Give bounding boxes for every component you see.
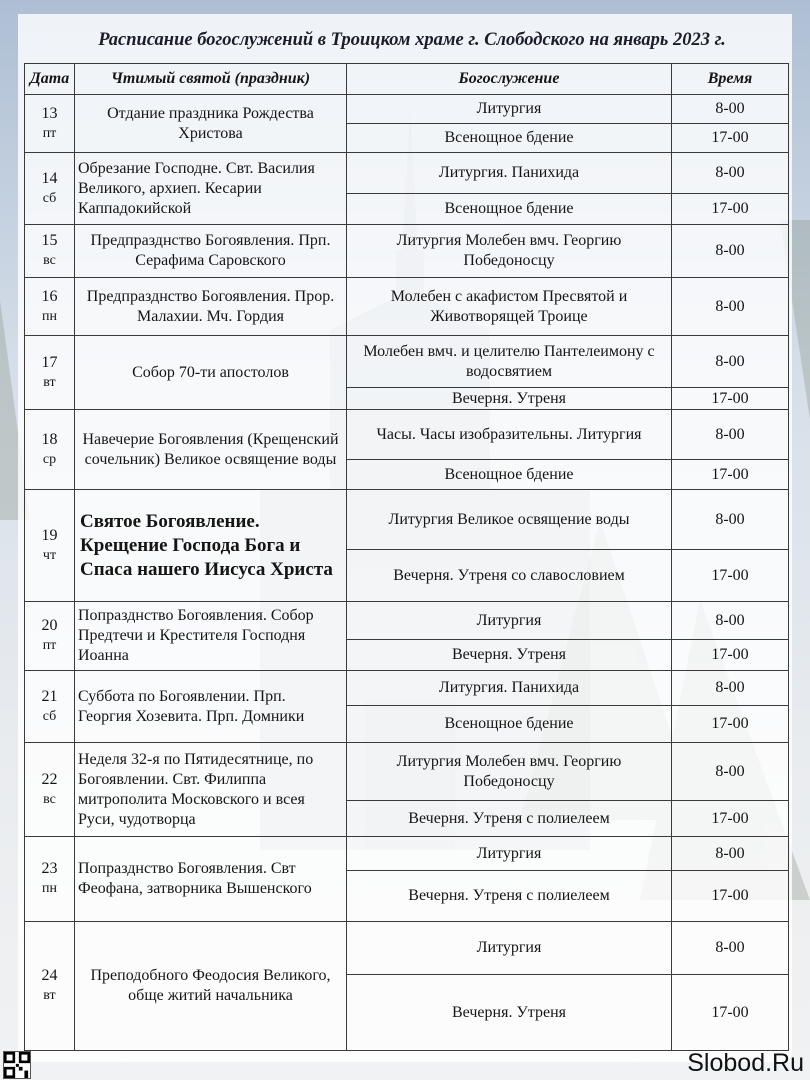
service-cell: Литургия. Панихида: [347, 153, 672, 194]
date-cell: 14 сб: [25, 153, 75, 225]
service-cell: Вечерня. Утреня с полиелеем: [347, 801, 672, 837]
table-row: [25, 837, 789, 871]
time-cell: 8-00: [672, 671, 789, 706]
date-cell: 18 ср: [25, 410, 75, 490]
service-cell: Всенощное бдение: [347, 124, 672, 153]
table-row: [25, 225, 789, 278]
date-cell: 24 вт: [25, 922, 75, 1051]
service-cell: Молебен с акафистом Пресвятой и Животворящей Троице: [347, 278, 672, 336]
watermark-text: Slobod.Ru: [687, 1049, 804, 1077]
table-row: [25, 410, 789, 460]
service-cell: Вечерня. Утреня: [347, 640, 672, 671]
service-cell: Литургия: [347, 837, 672, 871]
time-cell: 17-00: [672, 460, 789, 490]
table-row: [25, 153, 789, 194]
saint-cell: Предпразднство Богоявления. Прор. Малахии. Мч. Гордия: [75, 278, 347, 336]
saint-cell: Попразднство Богоявления. Свт Феофана, затворника Вышенского: [75, 837, 347, 922]
time-cell: 8-00: [672, 153, 789, 194]
date-cell: 15 вс: [25, 225, 75, 278]
date-cell: 17 вт: [25, 336, 75, 410]
time-cell: 17-00: [672, 194, 789, 225]
service-cell: Всенощное бдение: [347, 706, 672, 743]
table-row: [25, 743, 789, 801]
saint-cell: Святое Богоявление. Крещение Господа Бога и Спаса нашего Иисуса Христа: [75, 490, 347, 602]
service-cell: Всенощное бдение: [347, 460, 672, 490]
time-cell: 8-00: [672, 336, 789, 388]
date-cell: 23 пн: [25, 837, 75, 922]
time-cell: 17-00: [672, 124, 789, 153]
schedule-table: [24, 63, 789, 1051]
time-cell: 17-00: [672, 801, 789, 837]
time-cell: 17-00: [672, 706, 789, 743]
service-cell: Вечерня. Утреня со славословием: [347, 550, 672, 602]
date-cell: 21 сб: [25, 671, 75, 743]
service-cell: Часы. Часы изобразительны. Литургия: [347, 410, 672, 460]
service-cell: Вечерня. Утреня: [347, 975, 672, 1051]
time-cell: 8-00: [672, 225, 789, 278]
date-cell: 19 чт: [25, 490, 75, 602]
saint-cell: Предпразднство Богоявления. Прп. Серафима Саровского: [75, 225, 347, 278]
date-cell: 16 пн: [25, 278, 75, 336]
time-cell: 8-00: [672, 837, 789, 871]
time-cell: 8-00: [672, 602, 789, 640]
saint-cell: Отдание праздника Рождества Христова: [75, 95, 347, 153]
saint-cell: Преподобного Феодосия Великого, обще житий начальника: [75, 922, 347, 1051]
time-cell: 8-00: [672, 95, 789, 124]
qr-code-icon: [3, 1051, 31, 1079]
saint-cell: Попразднство Богоявления. Собор Предтечи и Крестителя Господня Иоанна: [75, 602, 347, 671]
service-cell: Вечерня. Утреня с полиелеем: [347, 871, 672, 922]
service-cell: Литургия. Панихида: [347, 671, 672, 706]
date-cell: 20 пт: [25, 602, 75, 671]
saint-cell: Неделя 32-я по Пятидесятнице, по Богоявлении. Свт. Филиппа митрополита Московского и всея Руси, чудотворца: [75, 743, 347, 837]
time-cell: 8-00: [672, 922, 789, 975]
saint-cell: Собор 70-ти апостолов: [75, 336, 347, 410]
time-cell: 17-00: [672, 388, 789, 410]
saint-cell: Суббота по Богоявлении. Прп. Георгия Хозевита. Прп. Домники: [75, 671, 347, 743]
table-row: [25, 922, 789, 975]
header-date: Дата: [25, 64, 75, 95]
date-cell: 13 пт: [25, 95, 75, 153]
service-cell: Всенощное бдение: [347, 194, 672, 225]
service-cell: Литургия Молебен вмч. Георгию Победоносцу: [347, 743, 672, 801]
time-cell: 17-00: [672, 550, 789, 602]
time-cell: 8-00: [672, 490, 789, 550]
table-header-row: [25, 64, 789, 95]
table-row: [25, 95, 789, 124]
service-cell: Литургия: [347, 95, 672, 124]
header-service: Богослужение: [347, 64, 672, 95]
time-cell: 8-00: [672, 410, 789, 460]
time-cell: 17-00: [672, 871, 789, 922]
service-cell: Вечерня. Утреня: [347, 388, 672, 410]
time-cell: 17-00: [672, 640, 789, 671]
time-cell: 8-00: [672, 278, 789, 336]
time-cell: 8-00: [672, 743, 789, 801]
header-saint: Чтимый святой (праздник): [75, 64, 347, 95]
service-cell: Литургия Великое освящение воды: [347, 490, 672, 550]
table-row: [25, 336, 789, 388]
time-cell: 17-00: [672, 975, 789, 1051]
table-row: [25, 490, 789, 550]
saint-cell: Навечерие Богоявления (Крещенский сочельник) Великое освящение воды: [75, 410, 347, 490]
service-cell: Литургия: [347, 602, 672, 640]
date-cell: 22 вс: [25, 743, 75, 837]
table-row: [25, 602, 789, 640]
service-cell: Литургия: [347, 922, 672, 975]
service-cell: Молебен вмч. и целителю Пантелеимону с водосвятием: [347, 336, 672, 388]
page-title: Расписание богослужений в Троицком храме г. Слободского на январь 2023 г.: [98, 30, 726, 50]
table-row: [25, 278, 789, 336]
saint-cell: Обрезание Господне. Свт. Василия Великого, архиеп. Кесарии Каппадокийской: [75, 153, 347, 225]
service-cell: Литургия Молебен вмч. Георгию Победоносцу: [347, 225, 672, 278]
table-row: [25, 671, 789, 706]
header-time: Время: [672, 64, 789, 95]
